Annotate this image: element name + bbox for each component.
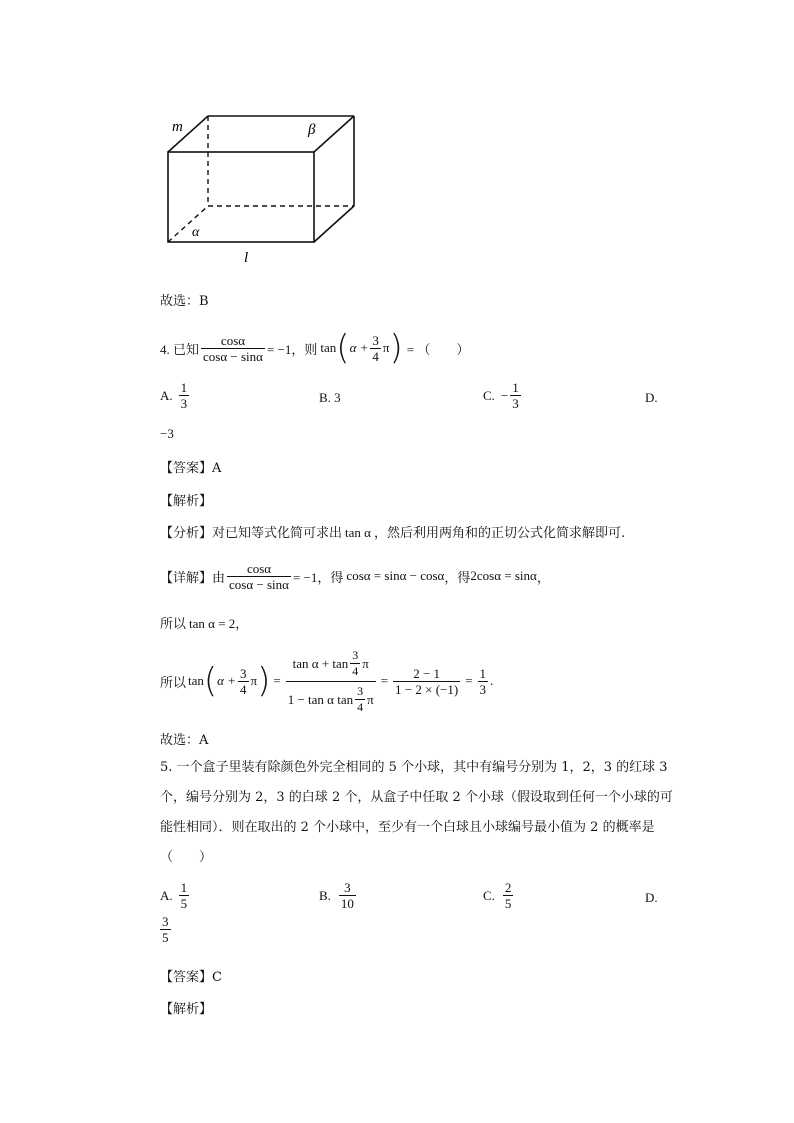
hidden-bottom-left-edge [168, 206, 208, 242]
q4-s2-bignum [291, 648, 371, 681]
q4-s2-res-den: 3 [479, 681, 487, 697]
q4-jiexi: 【解析】 [160, 494, 213, 509]
q5-opt-d-num: 3 [162, 914, 169, 929]
choice-line-b: 故选：B [160, 294, 209, 309]
q5-option-d-value [160, 914, 173, 945]
q4-s2-bigden-a: 1 − tan α tan [287, 691, 354, 707]
q5-opt-c-den: 5 [504, 896, 512, 911]
q5-opt-b-num: 3 [344, 880, 351, 895]
q4-s2-frac34 [238, 666, 249, 697]
q4-s2-four: 4 [240, 681, 247, 697]
q4-option-c [483, 380, 523, 411]
q4-detail-tag: 【详解】 [160, 569, 213, 585]
q4-frac-num: cosα [220, 332, 246, 348]
q4-detail-den: cosα − sinα [229, 576, 289, 592]
q4-detail-end: ， [536, 569, 550, 585]
q4-fraction [201, 333, 265, 364]
q4-tan: tan [320, 340, 337, 355]
q4-computation [160, 648, 493, 714]
q4-fenxi-text: 对已知等式化简可求出 [212, 526, 343, 541]
q4-s2-eq3: = [465, 673, 473, 688]
q4-fenxi-tan: tan α [345, 525, 371, 540]
q4-s2-bigden-frac [355, 684, 365, 715]
q4-detail-de: ，得 [444, 569, 471, 585]
q4-s2-rparen: ) [257, 661, 271, 701]
q4-s2-tan: tan [188, 673, 204, 688]
q5-opt-a-den: 5 [180, 896, 188, 911]
q4-s2-eq: = [273, 673, 281, 688]
q4-opt-a-den: 3 [180, 396, 188, 411]
q4-s2-bignum-frac [350, 648, 360, 679]
q5-answer: 【答案】C [160, 970, 222, 985]
q4-frac-den: cosα − sinα [203, 348, 263, 364]
q5-option-d-label: D. [645, 890, 658, 905]
q4-s2-alpha-plus: α + [217, 673, 237, 688]
q4-stem [160, 328, 469, 368]
q4-detail-eq2: cosα = sinα − cosα [346, 568, 445, 583]
q4-suoyi1-end: ， [235, 616, 249, 631]
q4-s2-bigden [286, 681, 376, 715]
q4-fenxi [160, 522, 625, 541]
q5-opt-b-den: 10 [340, 896, 354, 911]
q4-option-d-value: −3 [160, 426, 174, 441]
q4-s2-midfrac [393, 666, 460, 697]
front-face [168, 152, 314, 242]
q4-option-b: B. 3 [319, 390, 341, 405]
q4-choice-a: 故选：A [160, 733, 209, 748]
q4-suoyi1 [160, 613, 248, 632]
bottom-right-edge [314, 206, 354, 242]
q5-opt-b-frac [339, 880, 356, 911]
q4-lparen: ( [336, 328, 350, 368]
q4-detail-you: 由 [212, 569, 226, 585]
top-right-edge [314, 116, 354, 152]
q4-s2-eq2: = [380, 673, 389, 688]
q4-s2-res-num: 1 [479, 665, 487, 681]
q4-s2-bignum-pi: π [362, 655, 369, 671]
q4-pi: π [382, 340, 390, 355]
q4-fenxi-tail: ，然后利用两角和的正切公式化简求解即可. [373, 526, 626, 541]
q4-s2-lparen: ( [203, 661, 218, 701]
q4-option-d-label: D. [645, 390, 658, 405]
q5-opt-c-label: C. [483, 887, 495, 903]
q4-detail-num: cosα [246, 560, 272, 576]
q4-tail: = （ ） [406, 341, 470, 357]
q4-detail-eq3: 2cosα = sinα [470, 568, 537, 583]
q4-detail-frac [227, 561, 291, 592]
q4-suoyi1-label: 所以 [160, 616, 187, 631]
q5-opt-a-label: A. [160, 887, 173, 903]
q4-opt-c-frac [510, 380, 521, 411]
q4-s2-resfrac [478, 666, 489, 697]
q5-jiexi: 【解析】 [160, 1002, 213, 1017]
q4-s2-bigden-pi: π [367, 691, 374, 707]
q4-s2-dot: . [490, 673, 494, 688]
q5-option-b [319, 880, 358, 911]
label-l: l [244, 250, 249, 266]
q4-s2-mid-den: 1 − 2 × (−1) [395, 681, 459, 697]
box-diagram [150, 100, 380, 270]
q4-prefix: 4. 已知 [160, 341, 200, 357]
q5-opt-d-den: 5 [162, 930, 169, 945]
q4-s2-bigfrac [286, 648, 376, 715]
q4-s2-bignum-3: 3 [352, 647, 359, 662]
q4-detail [160, 556, 550, 596]
q4-suoyi2: 所以 [160, 674, 187, 690]
q5-option-a [160, 880, 191, 911]
q5-opt-c-num: 2 [504, 880, 512, 895]
q5-opt-b-label: B. [319, 887, 331, 903]
q4-s2-bigden-3: 3 [357, 683, 364, 698]
q4-detail-eq1: = −1，得 [293, 569, 344, 585]
q4-s2-bignum-a: tan α + tan [292, 655, 349, 671]
q4-rparen: ) [389, 328, 403, 368]
q4-opt-c-num: 1 [512, 380, 519, 395]
label-beta: β [308, 122, 316, 138]
q4-frac34-den: 4 [372, 348, 379, 364]
q4-tan-eq: tan α = 2 [189, 616, 236, 631]
q4-frac34-num: 3 [372, 332, 379, 348]
q4-opt-c-minus: − [500, 387, 509, 403]
q5-opt-c-frac [503, 880, 514, 911]
q4-s2-pi: π [250, 673, 258, 688]
q4-s2-mid-num: 2 − 1 [413, 665, 441, 681]
q4-s2-bigden-4: 4 [357, 699, 364, 714]
q4-opt-c-label: C. [483, 387, 495, 403]
q4-frac34 [370, 333, 381, 364]
q5-option-c [483, 880, 515, 911]
q5-opt-d-frac [160, 914, 171, 945]
label-alpha: α [192, 225, 200, 240]
q5-opt-a-num: 1 [180, 880, 188, 895]
q4-option-a [160, 380, 191, 411]
q5-stem: 5. 一个盒子里装有除颜色外完全相同的 5 个小球，其中有编号分别为 1，2，3 的红球 3 个，编号分别为 2，3 的白球 2 个，从盒子中任取 2 个小球（假设取到任何一个小球的可能性相同）．则在取出的 2 个小球中，至少有一个白球且小球编号最小值为 2 的概率是（ ） [160, 760, 673, 865]
q5-opt-a-frac [179, 880, 190, 911]
label-m: m [172, 119, 183, 135]
q4-alpha-plus: α + [349, 340, 369, 355]
q4-s2-three: 3 [240, 665, 247, 681]
q4-opt-c-den: 3 [512, 396, 519, 411]
q4-opt-a-num: 1 [180, 380, 188, 395]
q4-fenxi-tag: 【分析】 [160, 526, 213, 541]
q4-opt-a-label: A. [160, 387, 173, 403]
q4-opt-a-frac [179, 380, 190, 411]
q4-s2-bignum-4: 4 [352, 663, 359, 678]
q4-answer: 【答案】A [160, 461, 222, 476]
q4-eq: = −1，则 [266, 341, 318, 357]
